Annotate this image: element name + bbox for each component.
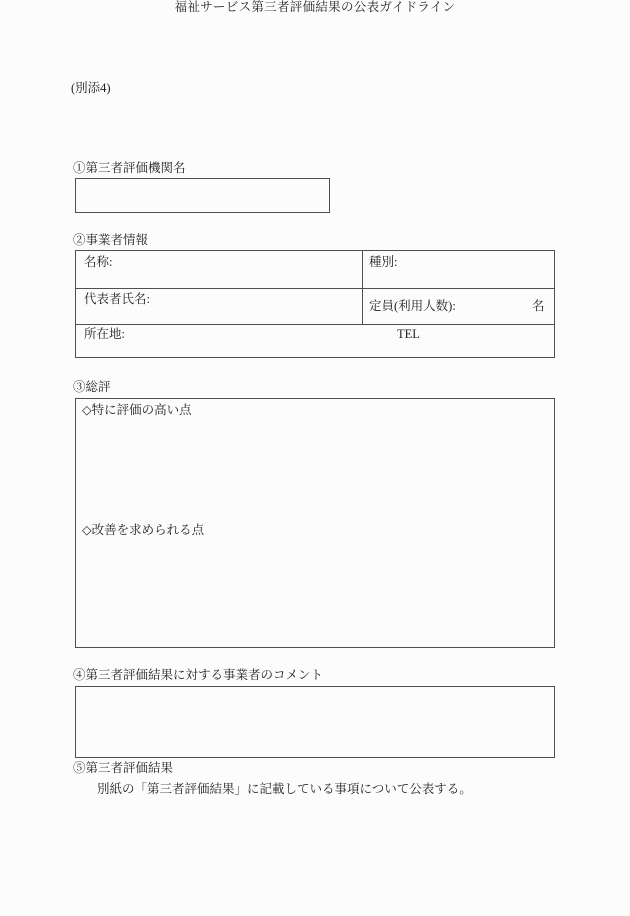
field-type-label: 種別: (369, 255, 398, 269)
field-capacity-unit: 名 (532, 299, 545, 313)
table-row-divider-1 (76, 288, 554, 289)
comment-box (75, 686, 555, 758)
field-address-label: 所在地: (84, 327, 125, 341)
result-note: 別紙の「第三者評価結果」に記載している事項について公表する。 (97, 782, 472, 796)
table-column-divider (362, 251, 363, 324)
evaluator-name-box (75, 178, 330, 213)
field-representative-label: 代表者氏名: (84, 292, 150, 306)
summary-high-point-label: ◇特に評価の高い点 (82, 403, 192, 417)
section-result-label: ⑤第三者評価結果 (73, 761, 174, 775)
provider-info-table (75, 250, 555, 358)
page-title: 福祉サービス第三者評価結果の公表ガイドライン (174, 0, 456, 14)
summary-improvement-label: ◇改善を求められる点 (82, 523, 205, 537)
field-name-label: 名称: (84, 255, 113, 269)
section-evaluator-label: ①第三者評価機関名 (73, 161, 186, 175)
summary-box (75, 398, 555, 648)
table-row-divider-2 (76, 324, 554, 325)
field-tel-label: TEL (397, 327, 420, 341)
field-capacity-label: 定員(利用人数): (369, 299, 456, 313)
section-summary-label: ③総評 (73, 380, 111, 394)
section-provider-label: ②事業者情報 (73, 233, 149, 247)
attachment-label: (別添4) (71, 81, 111, 95)
section-comment-label: ④第三者評価結果に対する事業者のコメント (73, 668, 324, 682)
